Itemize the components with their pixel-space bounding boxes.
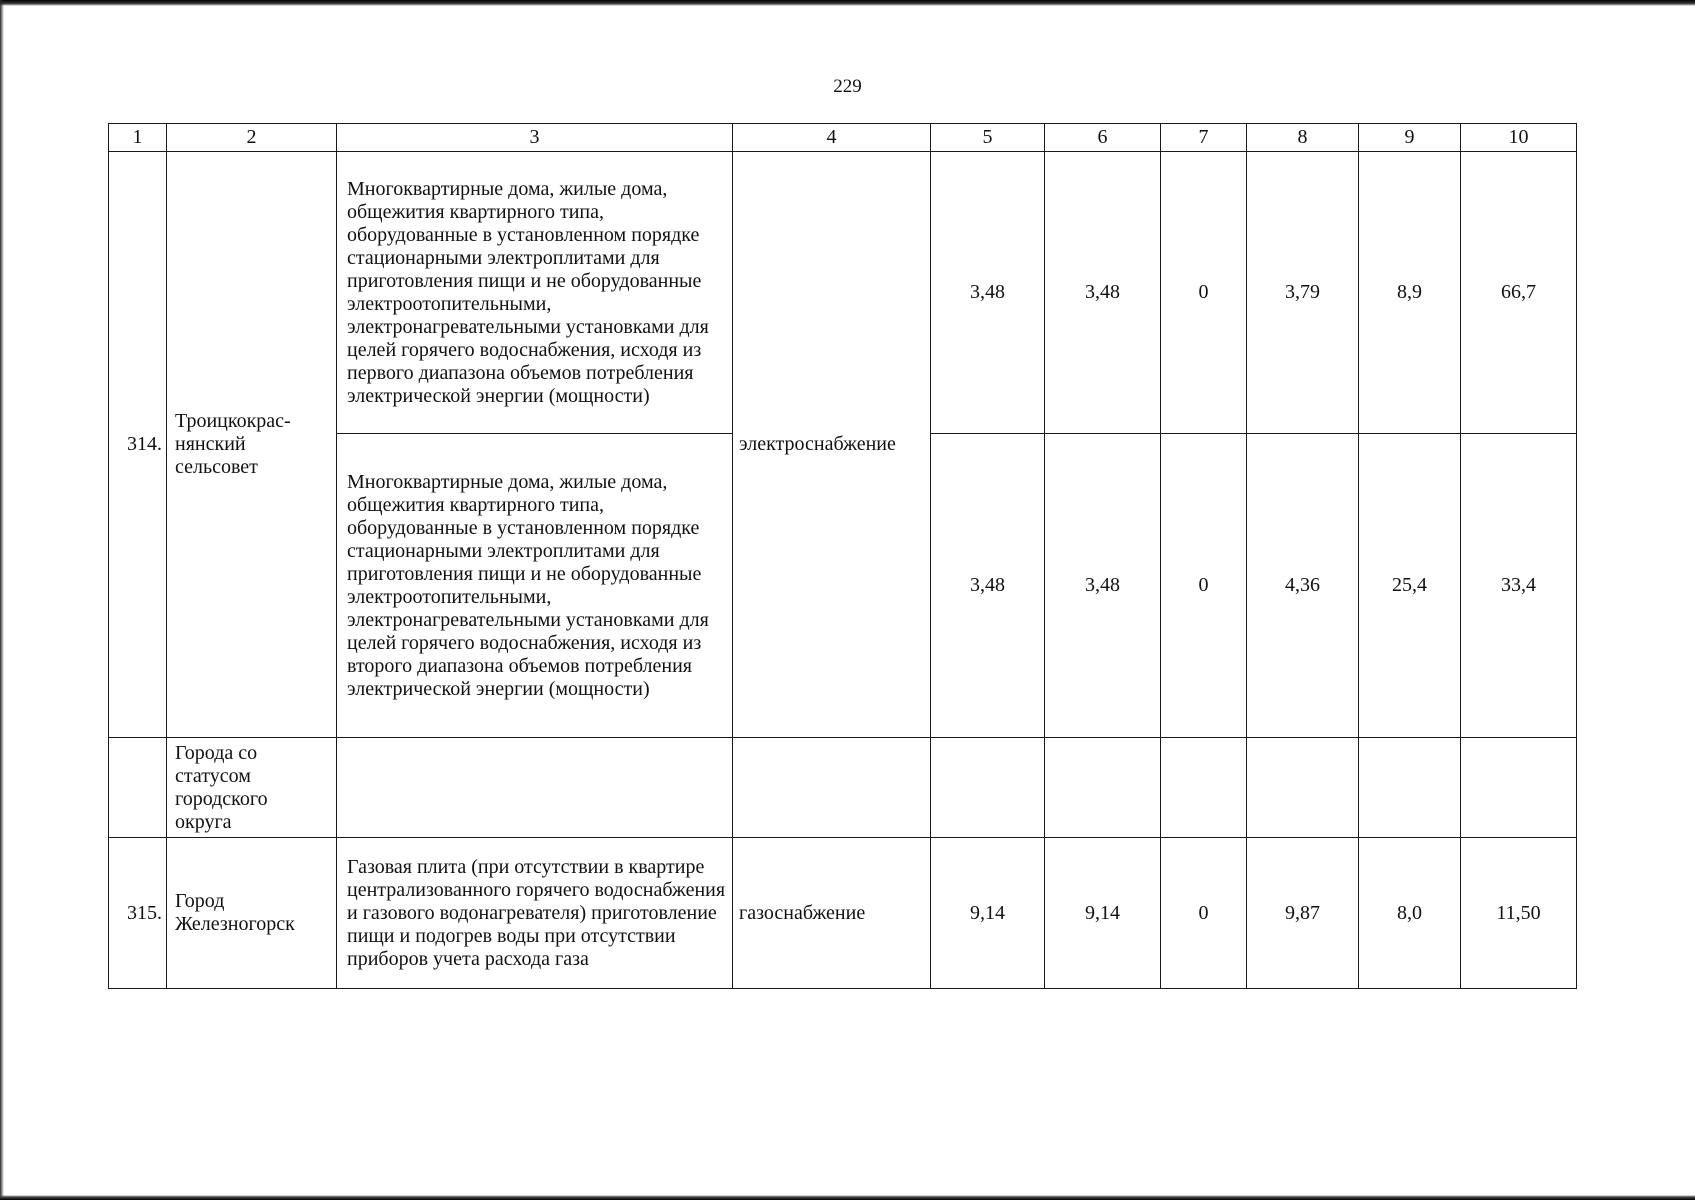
value-col-10: 33,4: [1461, 434, 1577, 738]
value-col-5: 9,14: [931, 838, 1045, 989]
empty-cell: [1247, 738, 1359, 838]
empty-cell: [1359, 738, 1461, 838]
value-col-5: 3,48: [931, 152, 1045, 434]
scan-edge-bottom: [0, 1195, 1695, 1200]
column-header-row: [109, 124, 1577, 152]
section-row: [109, 738, 1577, 838]
empty-cell: [1461, 738, 1577, 838]
empty-cell: [109, 738, 167, 838]
empty-cell: [1161, 738, 1247, 838]
territory-name: [167, 152, 337, 738]
utility-type: газоснабжение: [733, 838, 931, 989]
value-col-10: 66,7: [1461, 152, 1577, 434]
column-header: 10: [1461, 124, 1577, 152]
value-col-8: 3,79: [1247, 152, 1359, 434]
value-col-8: 4,36: [1247, 434, 1359, 738]
value-col-7: 0: [1161, 434, 1247, 738]
tariff-table: [108, 123, 1577, 989]
value-col-7: 0: [1161, 152, 1247, 434]
consumer-description: Многоквартирные дома, жилые дома, общежития квартирного типа, оборудованные в установленном порядке стационарными электроплитами для приготовления пищи и не оборудованные электроотопительными, электронагревательными установками для целей горячего водоснабжения, исходя из первого диапазона объемов потребления электрической энергии (мощности): [337, 152, 733, 434]
consumer-description: Газовая плита (при отсутствии в квартире централизованного горячего водоснабжения и газового водонагревателя) приготовление пищи и подогрев воды при отсутствии приборов учета расхода газа: [337, 838, 733, 989]
column-header: 4: [733, 124, 931, 152]
column-header: 8: [1247, 124, 1359, 152]
value-col-6: 3,48: [1045, 152, 1161, 434]
section-title-text: Города со статусом городского округа: [175, 741, 268, 833]
value-col-9: 8,0: [1359, 838, 1461, 989]
territory-name-text: Город Железногорск: [175, 890, 295, 935]
value-col-8: 9,87: [1247, 838, 1359, 989]
table-row: [109, 152, 1577, 434]
section-title: [167, 738, 337, 838]
value-col-10: 11,50: [1461, 838, 1577, 989]
column-header: 3: [337, 124, 733, 152]
territory-name-text: Троицкокрас- нянский сельсовет: [175, 410, 291, 478]
column-header: 6: [1045, 124, 1161, 152]
utility-type: электроснабжение: [733, 152, 931, 738]
scan-edge-left: [0, 0, 4, 1200]
row-number: 315.: [109, 838, 167, 989]
value-col-6: 3,48: [1045, 434, 1161, 738]
row-number: 314.: [109, 152, 167, 738]
column-header: 5: [931, 124, 1045, 152]
value-col-5: 3,48: [931, 434, 1045, 738]
empty-cell: [931, 738, 1045, 838]
empty-cell: [337, 738, 733, 838]
value-col-9: 8,9: [1359, 152, 1461, 434]
scan-edge-top: [0, 0, 1695, 6]
consumer-description: Многоквартирные дома, жилые дома, общежития квартирного типа, оборудованные в установленном порядке стационарными электроплитами для приготовления пищи и не оборудованные электроотопительными, электронагревательными установками для целей горячего водоснабжения, исходя из второго диапазона объемов потребления электрической энергии (мощности): [337, 434, 733, 738]
column-header: 2: [167, 124, 337, 152]
empty-cell: [733, 738, 931, 838]
value-col-6: 9,14: [1045, 838, 1161, 989]
value-col-9: 25,4: [1359, 434, 1461, 738]
empty-cell: [1045, 738, 1161, 838]
page-number: 229: [833, 76, 862, 97]
territory-name: [167, 838, 337, 989]
column-header: 7: [1161, 124, 1247, 152]
column-header: 1: [109, 124, 167, 152]
table-row: [109, 838, 1577, 989]
value-col-7: 0: [1161, 838, 1247, 989]
column-header: 9: [1359, 124, 1461, 152]
